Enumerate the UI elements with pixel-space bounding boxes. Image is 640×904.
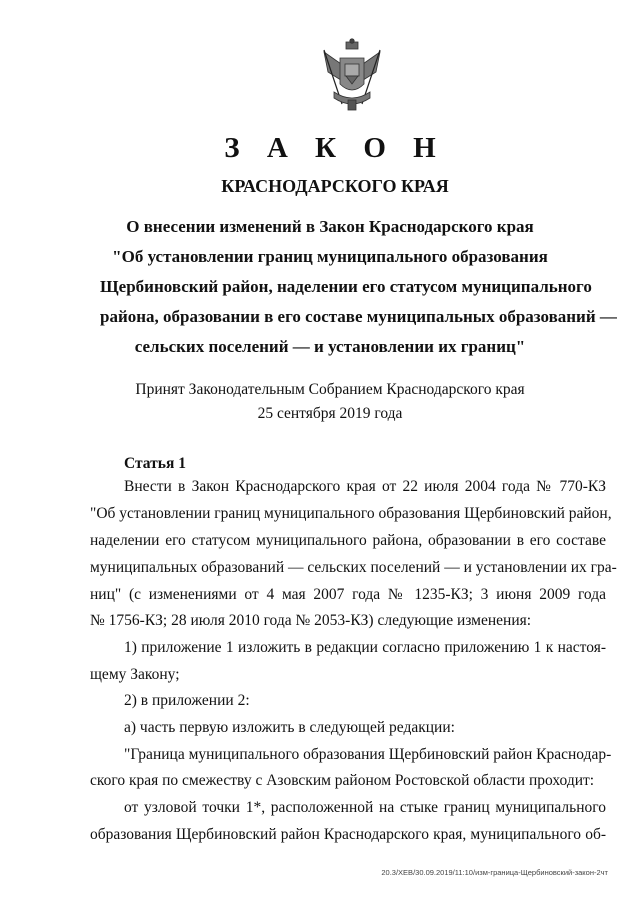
body-line: ниц" (с изменениями от 4 мая 2007 года № 1235-КЗ; 3 июня 2009 года <box>90 586 606 603</box>
krasnodar-coat-of-arms-icon <box>316 38 388 118</box>
article-heading: Статья 1 <box>124 455 186 472</box>
document-footer-code: 20.3/XEB/30.09.2019/11:10/изм-граница-Щербиновский-закон-2чт <box>381 868 608 877</box>
body-line: муниципальных образований — сельских поселений — и установлении их гра- <box>90 559 617 576</box>
law-title-line: О внесении изменений в Закон Краснодарского края <box>126 217 534 236</box>
adoption-date: 25 сентября 2019 года <box>257 405 403 422</box>
body-line: "Об установлении границ муниципального образования Щербиновский район, <box>90 505 612 522</box>
body-line: а) часть первую изложить в следующей редакции: <box>124 719 455 736</box>
adoption-note <box>0 378 640 426</box>
body-line: образования Щербиновский район Краснодарского края, муниципального об- <box>90 826 606 843</box>
body-line: 1) приложение 1 изложить в редакции согласно приложению 1 к настоя- <box>124 639 606 656</box>
law-title-line: "Об установлении границ муниципального образования <box>112 247 548 266</box>
body-line: 2) в приложении 2: <box>124 692 250 709</box>
body-line: Внести в Закон Краснодарского края от 22 июля 2004 года № 770-КЗ <box>124 478 606 495</box>
body-line: "Граница муниципального образования Щербиновский район Краснодар- <box>124 746 612 763</box>
law-title <box>100 212 617 362</box>
adoption-body: Принят Законодательным Собранием Краснодарского края <box>135 381 525 398</box>
body-line: от узловой точки 1*, расположенной на стыке границ муниципального <box>124 799 606 816</box>
body-line: щему Закону; <box>90 666 180 683</box>
law-title-line: Щербиновский район, наделении его статусом муниципального <box>100 277 592 296</box>
body-line: № 1756-КЗ; 28 июля 2010 года № 2053-КЗ) следующие изменения: <box>90 612 532 629</box>
body-line: наделении его статусом муниципального района, образовании в его составе <box>90 532 606 549</box>
body-line: ского края по смежеству с Азовским районом Ростовской области проходит: <box>90 772 595 789</box>
law-title-line: района, образовании в его составе муниципальных образований — <box>100 307 617 326</box>
law-title-line: сельских поселений — и установлении их границ" <box>134 337 526 356</box>
region-heading: КРАСНОДАРСКОГО КРАЯ <box>221 176 449 196</box>
document-type-heading: З А К О Н <box>224 132 446 164</box>
